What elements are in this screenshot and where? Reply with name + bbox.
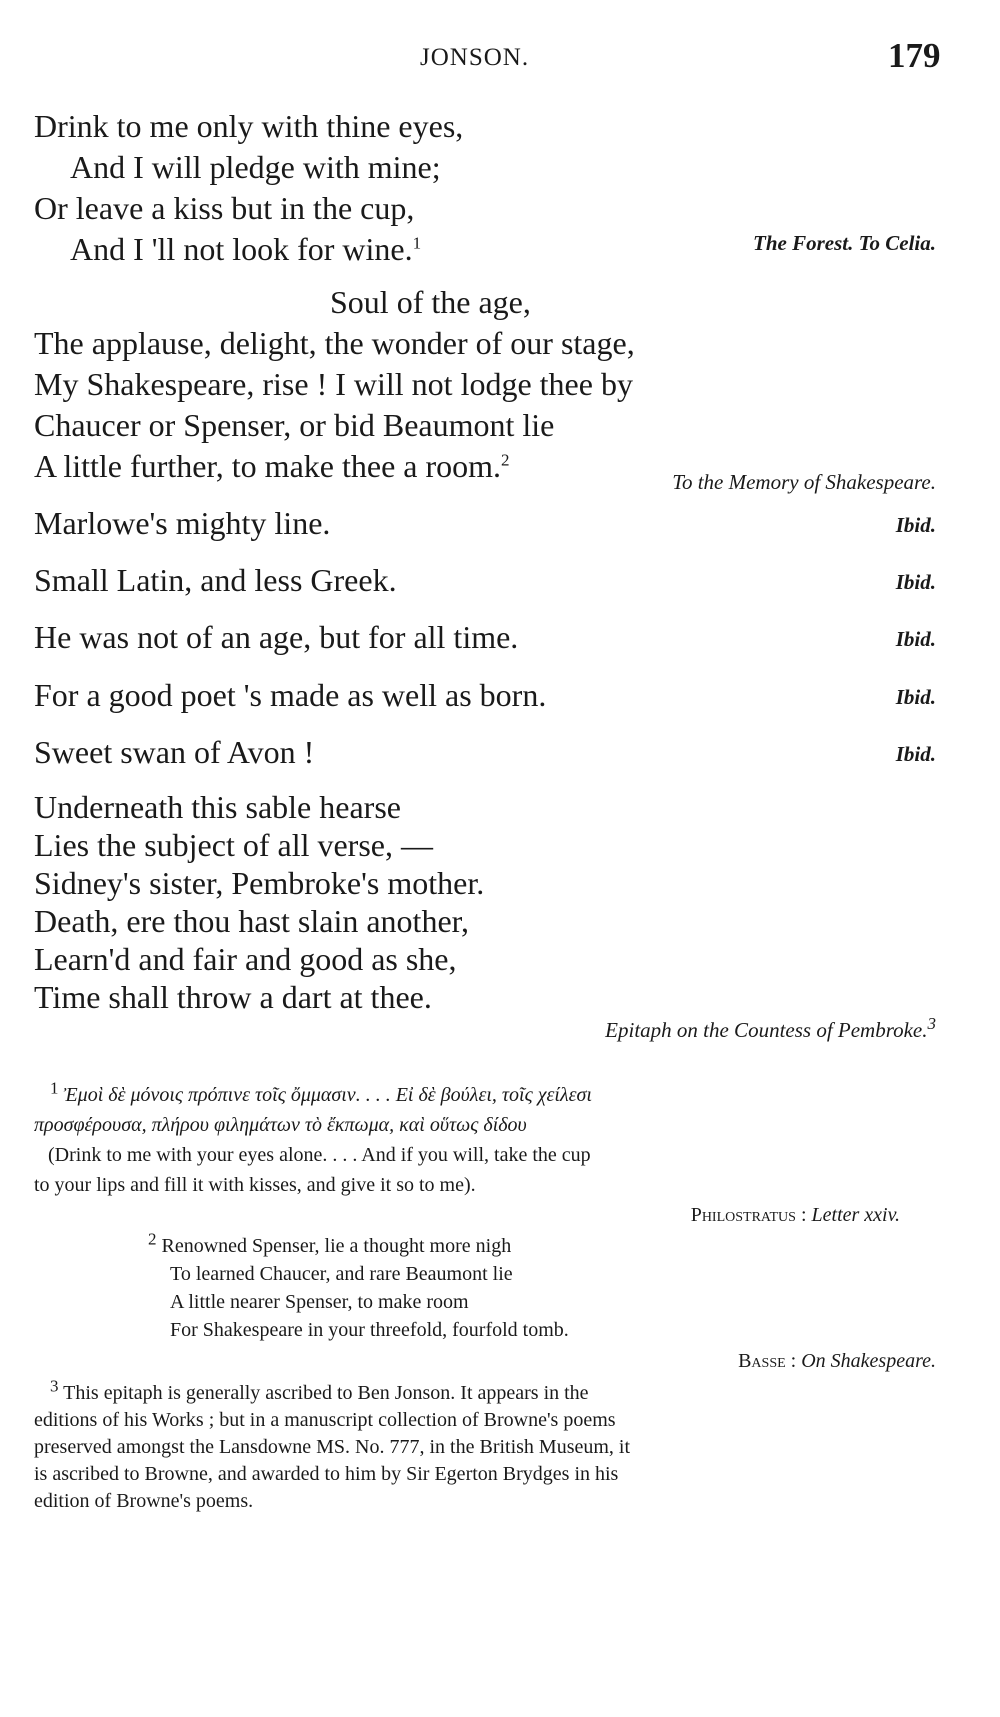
citation-to-celia: The Forest. To Celia. [753, 231, 936, 255]
page-number: 179 [888, 36, 941, 75]
verse-line: Death, ere thou hast slain another, [34, 903, 470, 939]
source-author: Basse [738, 1350, 786, 1372]
quote-line: Marlowe's mighty line. [34, 505, 331, 541]
ibid-citation: Ibid. [895, 685, 936, 709]
footnote-verse-line [148, 1229, 569, 1260]
ibid-citation: Ibid. [895, 742, 936, 766]
footnote-2 [148, 1229, 569, 1344]
verse-line: The applause, delight, the wonder of our stage, [34, 325, 635, 361]
verse-line: Learn'd and fair and good as she, [34, 941, 457, 977]
footnote-marker: 1 [50, 1078, 59, 1098]
poem-to-celia [34, 106, 463, 270]
quote-line: For a good poet 's made as well as born. [34, 677, 547, 713]
verse-line: And I will pledge with mine; [70, 149, 441, 185]
footnote-text-line: is ascribed to Browne, and awarded to him by Sir Egerton Brydges in his [34, 1463, 619, 1485]
running-head: JONSON. [420, 44, 530, 71]
footnote-1-source: Philostratus : Letter xxiv. [690, 1204, 900, 1226]
footnote-translation-line: (Drink to me with your eyes alone. . . . And if you will, take the cup [48, 1144, 591, 1166]
verse-line: Time shall throw a dart at thee. [34, 979, 432, 1015]
verse-line: Sidney's sister, Pembroke's mother. [34, 865, 485, 901]
verse-line: Lies the subject of all verse, — [34, 827, 433, 863]
footnote-1 [34, 1080, 934, 1200]
poem-epitaph [34, 788, 484, 1016]
verse-line [34, 229, 463, 270]
footnote-verse-text: Renowned Spenser, lie a thought more nigh [161, 1235, 512, 1257]
footnote-verse-line: For Shakespeare in your threefold, fourfold tomb. [170, 1319, 569, 1341]
verse-line: Drink to me only with thine eyes, [34, 108, 464, 144]
footnote-text-line [34, 1376, 630, 1407]
verse-line: My Shakespeare, rise ! I will not lodge thee by [34, 366, 633, 402]
poem-memory-of-shakespeare [34, 282, 635, 487]
verse-line-text: And I 'll not look for wine. [70, 231, 413, 267]
footnote-marker: 2 [148, 1229, 157, 1249]
footnote-verse-line: To learned Chaucer, and rare Beaumont lie [170, 1263, 513, 1285]
footnote-3 [34, 1376, 631, 1515]
quote-line: Sweet swan of Avon ! [34, 734, 315, 770]
verse-line: Or leave a kiss but in the cup, [34, 190, 415, 226]
citation-epitaph-text: Epitaph on the Countess of Pembroke. [605, 1018, 928, 1042]
footnote-translation-line: to your lips and fill it with kisses, and give it so to me). [34, 1174, 476, 1196]
quote-line: He was not of an age, but for all time. [34, 619, 519, 655]
footnote-text-line: editions of his Works ; but in a manuscript collection of Browne's poems [34, 1409, 616, 1431]
source-author: Philostratus [690, 1204, 796, 1226]
footnote-ref: 2 [501, 450, 510, 470]
verse-line-text: A little further, to make thee a room. [34, 448, 502, 484]
greek-text: Ἐμοὶ δὲ μόνοις πρόπινε τοῖς ὄμμασιν. . . . Εἰ δὲ βούλει, τοῖς χείλεσι [63, 1084, 592, 1106]
footnote-greek-line: προσφέρουσα, πλήρου φιλημάτων τὸ ἔκπωμα, καὶ οὕτως δίδου [34, 1114, 527, 1136]
ibid-citation: Ibid. [895, 513, 936, 537]
quote-line: Small Latin, and less Greek. [34, 562, 397, 598]
footnote-marker: 3 [50, 1376, 59, 1396]
footnote-text-line: edition of Browne's poems. [34, 1490, 254, 1512]
verse-line: Underneath this sable hearse [34, 789, 401, 825]
verse-line: Soul of the age, [330, 284, 531, 320]
ibid-citation: Ibid. [895, 627, 936, 651]
source-work: Letter xxiv. [811, 1204, 900, 1226]
source-work: On Shakespeare. [801, 1350, 936, 1372]
verse-line [34, 446, 635, 487]
footnote-text: This epitaph is generally ascribed to Ben Jonson. It appears in the [63, 1382, 589, 1404]
verse-line: Chaucer or Spenser, or bid Beaumont lie [34, 407, 555, 443]
citation-memory-of-shakespeare: To the Memory of Shakespeare. [672, 470, 936, 494]
footnote-text-line: preserved amongst the Lansdowne MS. No. 777, in the British Museum, it [34, 1436, 631, 1458]
footnote-ref: 1 [412, 233, 422, 253]
footnote-ref: 3 [927, 1014, 936, 1033]
citation-epitaph [605, 1014, 936, 1043]
footnote-verse-line: A little nearer Spenser, to make room [170, 1291, 469, 1313]
footnote-2-source: Basse : On Shakespeare. [738, 1350, 936, 1372]
ibid-citation: Ibid. [895, 570, 936, 594]
footnote-greek-line [34, 1080, 934, 1110]
